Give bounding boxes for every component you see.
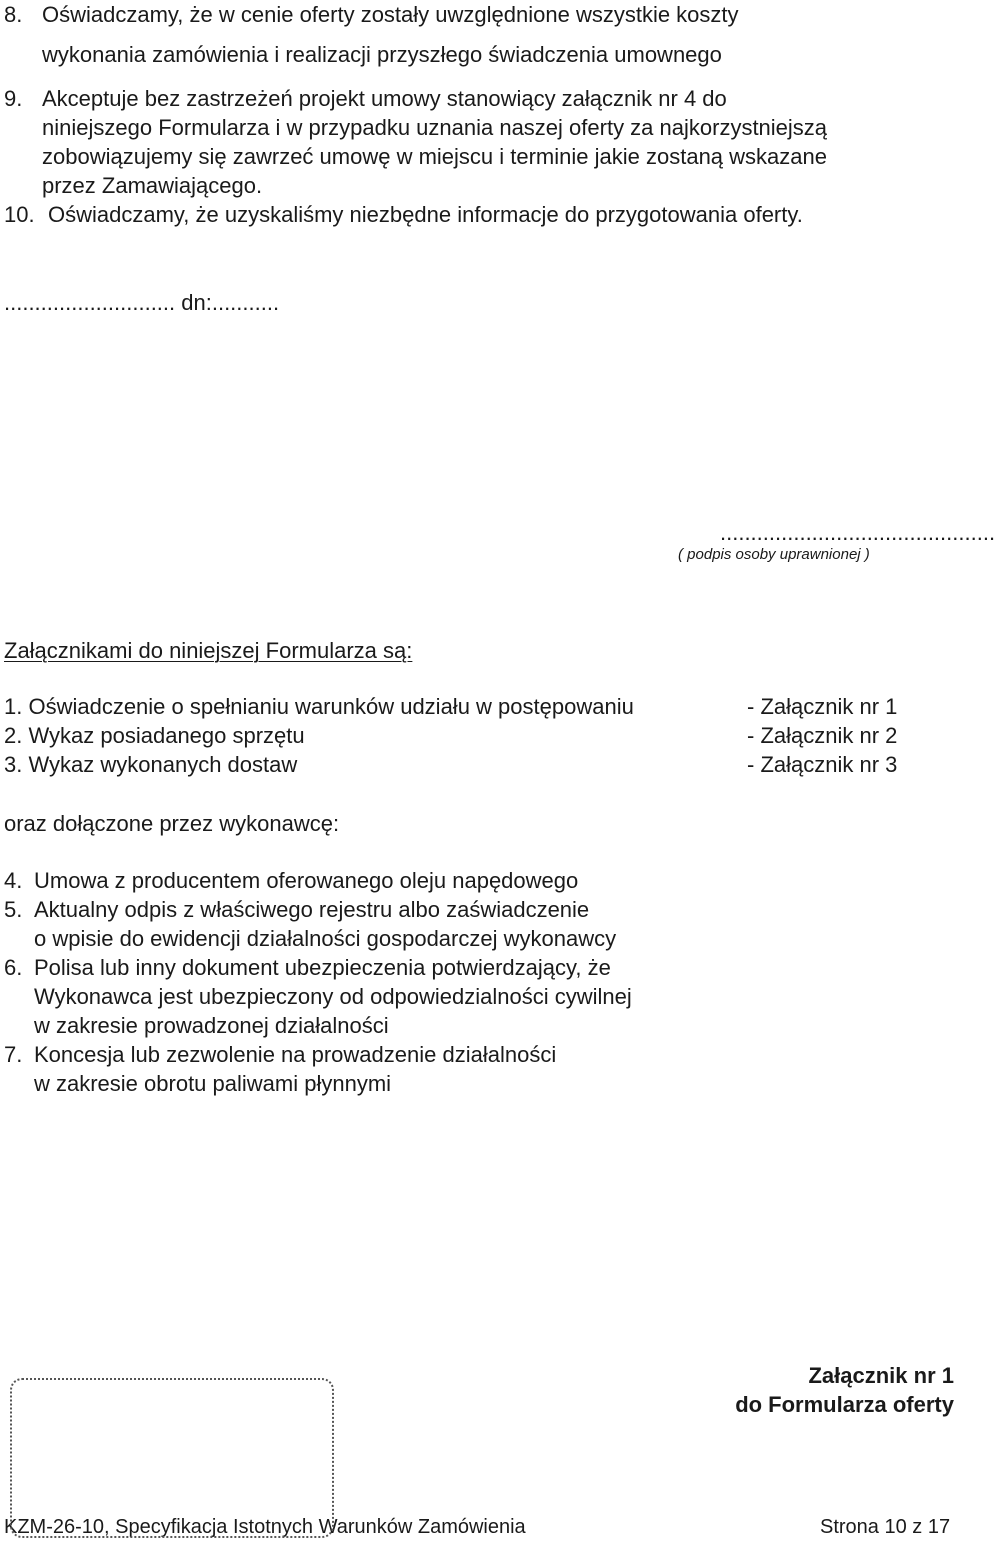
contractor-docs-heading: oraz dołączone przez wykonawcę: xyxy=(4,811,340,836)
contractor-doc-6-line-1: Polisa lub inny dokument ubezpieczenia potwierdzający, że xyxy=(34,955,611,980)
contractor-doc-6-line-2: Wykonawca jest ubezpieczony od odpowiedzialności cywilnej xyxy=(34,984,632,1009)
contractor-doc-4-line-1: Umowa z producentem oferowanego oleju napędowego xyxy=(34,868,579,893)
attachment-3-ref: - Załącznik nr 3 xyxy=(747,752,898,777)
signature-dots: ............................................. xyxy=(720,520,995,545)
attachment-2-ref: - Załącznik nr 2 xyxy=(747,723,898,748)
declaration-9-number: 9. xyxy=(4,86,23,111)
attachments-heading: Załącznikami do niniejszej Formularza są: xyxy=(4,638,413,663)
contractor-doc-4-number: 4. xyxy=(4,868,23,893)
contractor-doc-6-number: 6. xyxy=(4,955,23,980)
footer-document-title: KZM-26-10, Specyfikacja Istotnych Warunków Zamówienia xyxy=(4,1516,526,1538)
contractor-doc-6-line-3: w zakresie prowadzonej działalności xyxy=(34,1013,389,1038)
next-page-annex-subtitle: do Formularza oferty xyxy=(735,1392,954,1417)
declaration-8-line-2: wykonania zamówienia i realizacji przyszłego świadczenia umownego xyxy=(42,42,722,67)
contractor-doc-5-line-1: Aktualny odpis z właściwego rejestru albo zaświadczenie xyxy=(34,897,590,922)
contractor-doc-5-number: 5. xyxy=(4,897,23,922)
declaration-8-number: 8. xyxy=(4,2,23,27)
attachment-1-ref: - Załącznik nr 1 xyxy=(747,694,898,719)
footer-page-number: Strona 10 z 17 xyxy=(820,1516,951,1538)
declaration-9-line-2: niniejszego Formularza i w przypadku uznania naszej oferty za najkorzystniejszą xyxy=(42,115,828,140)
contractor-doc-5-line-2: o wpisie do ewidencji działalności gospodarczej wykonawcy xyxy=(34,926,617,951)
declaration-10-number: 10. xyxy=(4,202,35,227)
attachment-1-text: 1. Oświadczenie o spełnianiu warunków udziału w postępowaniu xyxy=(4,694,634,719)
declaration-9-line-3: zobowiązujemy się zawrzeć umowę w miejscu i terminie jakie zostaną wskazane xyxy=(42,144,827,169)
contractor-doc-7-number: 7. xyxy=(4,1042,23,1067)
declaration-9-line-4: przez Zamawiającego. xyxy=(42,173,263,198)
declaration-8-line-1: Oświadczamy, że w cenie oferty zostały uwzględnione wszystkie koszty xyxy=(42,2,739,27)
attachment-2-text: 2. Wykaz posiadanego sprzętu xyxy=(4,723,305,748)
stamp-placeholder-box xyxy=(10,1378,334,1538)
attachment-3-text: 3. Wykaz wykonanych dostaw xyxy=(4,752,298,777)
declaration-10-line-1: Oświadczamy, że uzyskaliśmy niezbędne informacje do przygotowania oferty. xyxy=(48,202,803,227)
declaration-9-line-1: Akceptuje bez zastrzeżeń projekt umowy stanowiący załącznik nr 4 do xyxy=(42,86,727,111)
date-place-line: ............................ dn:........... xyxy=(4,290,280,315)
contractor-doc-7-line-1: Koncesja lub zezwolenie na prowadzenie działalności xyxy=(34,1042,557,1067)
signature-caption: ( podpis osoby uprawnionej ) xyxy=(678,546,870,563)
contractor-doc-7-line-2: w zakresie obrotu paliwami płynnymi xyxy=(34,1071,392,1096)
next-page-annex-title: Załącznik nr 1 xyxy=(808,1363,954,1388)
